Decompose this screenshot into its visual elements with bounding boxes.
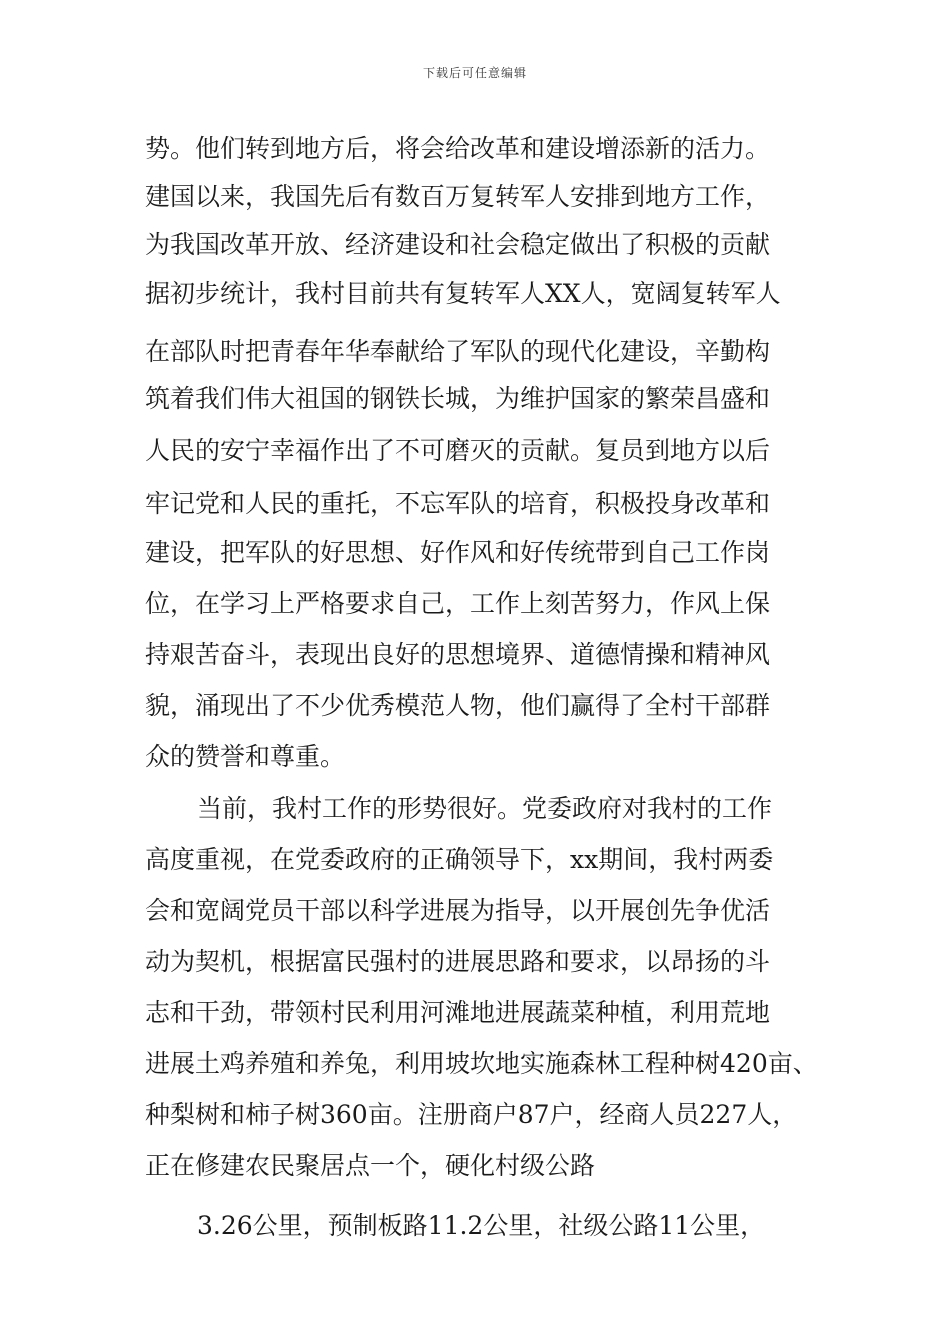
page-header: 下载后可任意编辑 [422,66,527,80]
text-line: 位，在学习上严格要求自己，工作上刻苦努力，作风上保 [145,589,771,618]
text-line: 众的赞誉和尊重。 [145,742,346,771]
text-line: 会和宽阔党员干部以科学进展为指导，以开展创先争优活 [145,896,771,925]
text-line: 据初步统计，我村目前共有复转军人XX人，宽阔复转军人 [145,279,781,308]
text-line: 高度重视，在党委政府的正确领导下，xx期间，我村两委 [145,845,774,874]
text-line: 种梨树和柿子树360亩。注册商户87户，经商人员227人， [145,1100,798,1129]
text-line: 志和干劲，带领村民利用河滩地进展蔬菜种植，利用荒地 [145,998,771,1027]
text-line: 人民的安宁幸福作出了不可磨灭的贡献。复员到地方以后 [145,436,771,465]
paragraph-first-line: 3.26公里，预制板路11.2公里，社级公路11公里， [197,1211,766,1240]
text-line: 动为契机，根据富民强村的进展思路和要求，以昂扬的斗 [145,947,771,976]
text-line: 牢记党和人民的重托，不忘军队的培育，积极投身改革和 [145,489,771,518]
text-line: 貌，涌现出了不少优秀模范人物，他们赢得了全村干部群 [145,691,771,720]
text-line: 建国以来，我国先后有数百万复转军人安排到地方工作， [145,182,771,211]
text-line: 正在修建农民聚居点一个，硬化村级公路 [145,1151,596,1180]
text-line: 筑着我们伟大祖国的钢铁长城，为维护国家的繁荣昌盛和 [145,384,771,413]
text-line: 持艰苦奋斗，表现出良好的思想境界、道德情操和精神风 [145,640,771,669]
text-line: 势。他们转到地方后，将会给改革和建设增添新的活力。 [145,134,771,163]
text-line: 为我国改革开放、经济建设和社会稳定做出了积极的贡献 [145,230,771,259]
text-line: 建设，把军队的好思想、好作风和好传统带到自己工作岗 [145,538,771,567]
paragraph-first-line: 当前，我村工作的形势很好。党委政府对我村的工作 [197,794,773,823]
text-line: 在部队时把青春年华奉献给了军队的现代化建设，辛勤构 [145,337,771,366]
text-line: 进展土鸡养殖和养兔，利用坡坎地实施森林工程种树420亩、 [145,1049,818,1078]
